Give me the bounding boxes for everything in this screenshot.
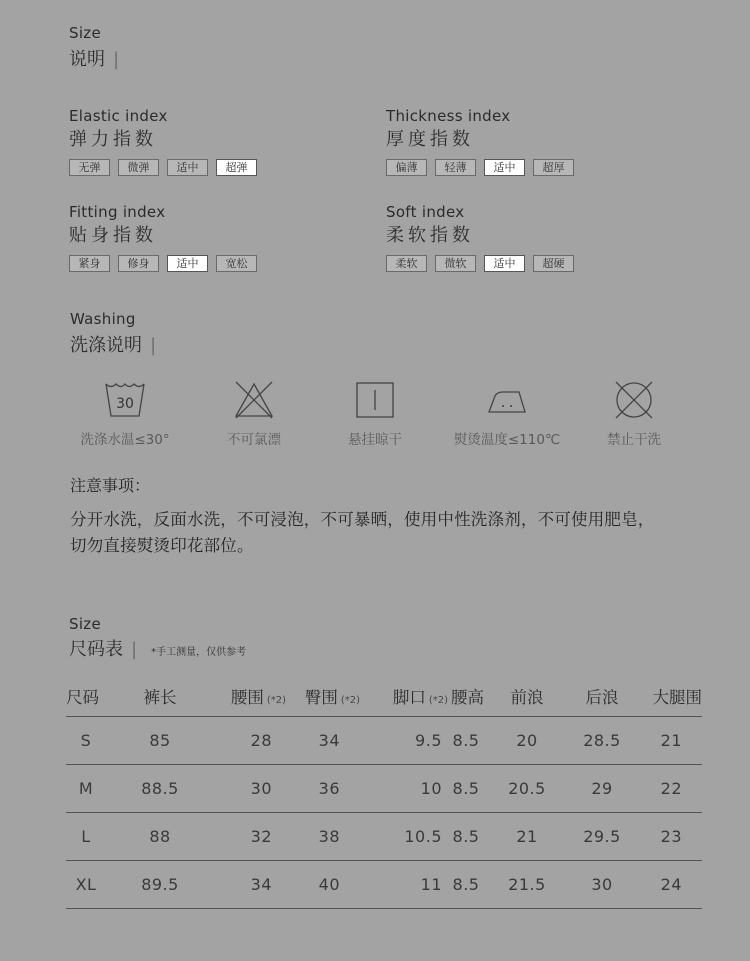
soft-index-cn: 柔软指数 [386,225,474,246]
table-cell: 40 [286,861,360,909]
table-cell: 20.5 [484,765,570,813]
table-cell: 21 [634,717,702,765]
size-chart-heading-en: Size [69,615,101,633]
size-chart-heading [69,615,246,661]
table-cell: 8.5 [448,765,484,813]
table-cell: 29 [570,765,634,813]
size-table [66,676,702,909]
table-cell: S [66,717,106,765]
notes-title: 注意事项： [70,476,151,495]
table-row [66,861,702,909]
size-heading-cn: 说明 | [69,49,120,70]
table-cell: 32 [214,813,286,861]
fitting-index-en: Fitting index [69,203,166,221]
hang-dry-item [310,380,440,448]
notes-body [70,507,655,559]
notes-line: 分开水洗，反面水洗，不可浸泡，不可暴晒，使用中性洗涤剂，不可使用肥皂， [70,510,655,529]
table-cell: 29.5 [570,813,634,861]
soft-index-tags [386,255,574,272]
table-cell: 88 [106,813,214,861]
index-tag: 微弹 [118,159,159,176]
table-cell: 28 [214,717,286,765]
table-cell: 28.5 [570,717,634,765]
iron-icon [485,380,529,420]
index-tag: 微软 [435,255,476,272]
table-cell: XL [66,861,106,909]
heading-divider: | [131,639,138,660]
table-cell: 10 [360,765,448,813]
wash-tub-icon [103,380,147,420]
fitting-index-tags [69,255,257,272]
heading-divider: | [113,49,120,70]
table-cell: 8.5 [448,813,484,861]
index-tag: 柔软 [386,255,427,272]
notes-line: 切勿直接熨烫印花部位。 [70,536,254,555]
table-cell: M [66,765,106,813]
table-cell: 21.5 [484,861,570,909]
col-header-rise-height: 腰高 [448,676,484,717]
heading-divider: | [150,335,157,356]
index-tag: 修身 [118,255,159,272]
index-tag: 超硬 [533,255,574,272]
hang-dry-icon [353,380,397,420]
index-tag-selected: 超弹 [216,159,257,176]
table-cell: 34 [286,717,360,765]
table-cell: 11 [360,861,448,909]
table-cell: 38 [286,813,360,861]
no-bleach-icon [232,380,276,420]
table-cell: L [66,813,106,861]
index-tag: 超厚 [533,159,574,176]
index-tag: 宽松 [216,255,257,272]
wash-temp-item [60,380,190,448]
index-tag: 适中 [167,159,208,176]
iron-label: 熨烫温度≤110℃ [453,432,561,448]
no-dry-clean-item [569,380,699,448]
washing-heading-cn: 洗涤说明 | [70,335,157,356]
thickness-index-en: Thickness index [386,107,511,125]
index-tag-selected: 适中 [167,255,208,272]
table-cell: 23 [634,813,702,861]
table-cell: 89.5 [106,861,214,909]
table-row [66,717,702,765]
col-header-back-rise: 后浪 [570,676,634,717]
table-header-row [66,676,702,717]
no-dry-clean-icon [612,380,656,420]
fitting-index-cn: 贴身指数 [69,225,157,246]
thickness-index-cn: 厚度指数 [386,129,474,150]
index-tag: 轻薄 [435,159,476,176]
col-header-waist: 腰围 (*2) [214,676,286,717]
table-cell: 8.5 [448,861,484,909]
index-tag: 无弹 [69,159,110,176]
table-cell: 10.5 [360,813,448,861]
index-tag: 偏薄 [386,159,427,176]
size-heading [69,24,119,71]
table-cell: 21 [484,813,570,861]
wash-temp-value: 30 [116,396,134,412]
no-dry-clean-label: 禁止干洗 [607,432,661,448]
elastic-index [69,107,257,176]
col-header-hip: 臀围 (*2) [286,676,360,717]
hang-dry-label: 悬挂晾干 [348,432,402,448]
wash-temp-label: 洗涤水温≤30° [80,432,170,448]
table-cell: 24 [634,861,702,909]
table-row [66,813,702,861]
table-row [66,765,702,813]
col-header-front-rise: 前浪 [484,676,570,717]
col-header-hem: 脚口 (*2) [360,676,448,717]
soft-index [386,203,574,272]
table-cell: 8.5 [448,717,484,765]
table-cell: 88.5 [106,765,214,813]
table-cell: 85 [106,717,214,765]
fitting-index [69,203,257,272]
washing-heading-en: Washing [70,310,136,328]
no-bleach-label: 不可氯漂 [227,432,281,448]
iron-item [442,380,572,448]
size-chart-heading-cn: 尺码表 | *手工测量，仅供参考 [69,639,247,660]
index-tag-selected: 适中 [484,255,525,272]
table-cell: 9.5 [360,717,448,765]
table-cell: 34 [214,861,286,909]
elastic-index-cn: 弹力指数 [69,129,157,150]
elastic-index-en: Elastic index [69,107,168,125]
index-tag-selected: 适中 [484,159,525,176]
table-cell: 22 [634,765,702,813]
size-chart-note: *手工测量，仅供参考 [151,646,247,658]
col-header-size: 尺码 [66,676,106,717]
col-header-thigh: 大腿围 [634,676,702,717]
table-cell: 30 [570,861,634,909]
thickness-index [386,107,574,176]
elastic-index-tags [69,159,257,176]
table-cell: 30 [214,765,286,813]
soft-index-en: Soft index [386,203,465,221]
washing-heading [70,310,156,357]
size-heading-en: Size [69,24,101,42]
table-cell: 36 [286,765,360,813]
col-header-length: 裤长 [106,676,214,717]
index-tag: 紧身 [69,255,110,272]
thickness-index-tags [386,159,574,176]
table-cell: 20 [484,717,570,765]
no-bleach-item [189,380,319,448]
